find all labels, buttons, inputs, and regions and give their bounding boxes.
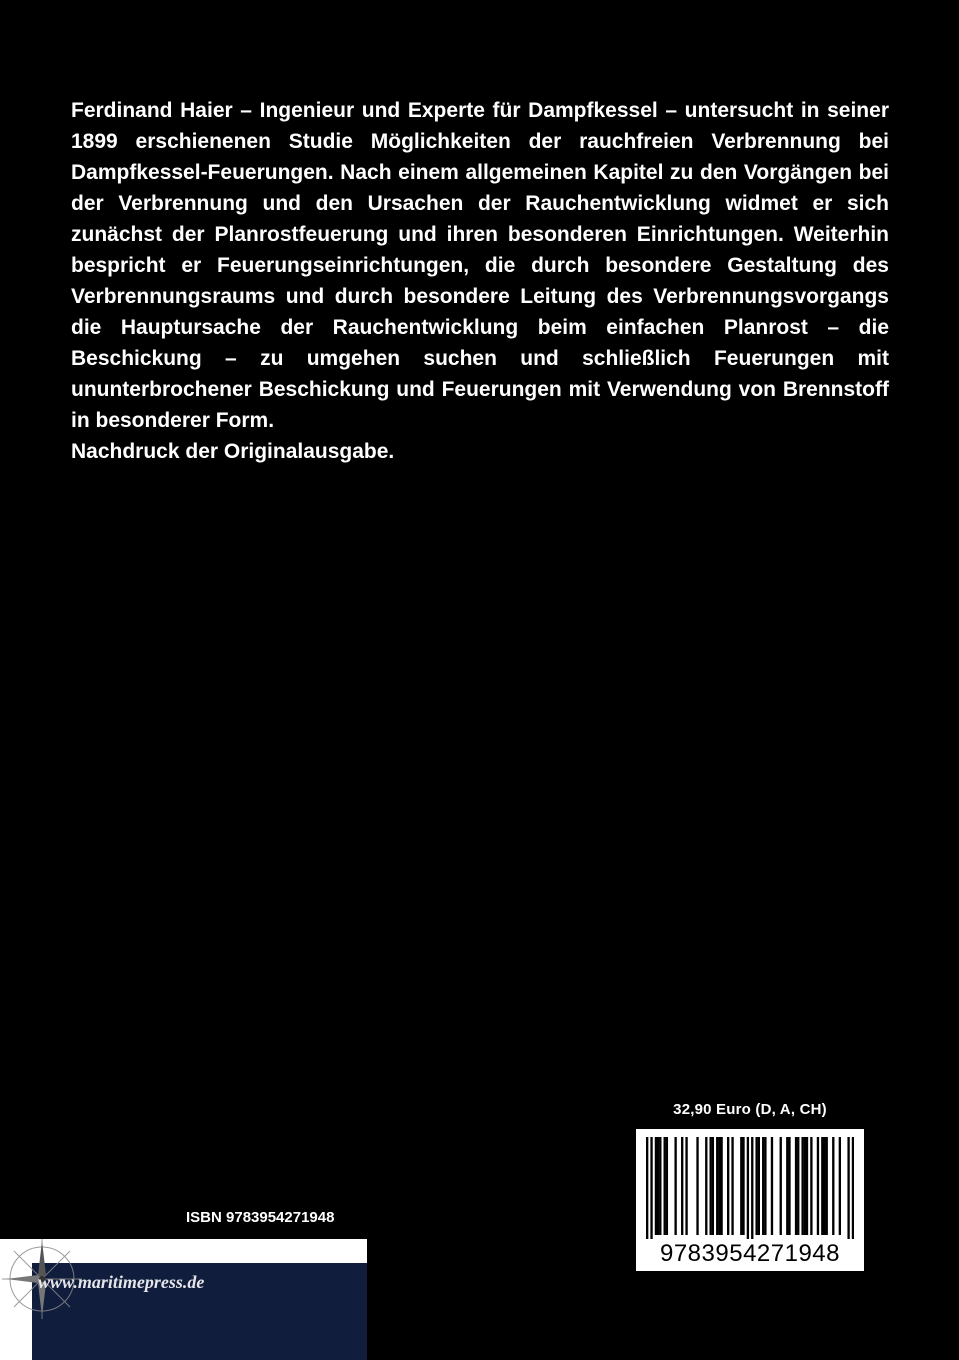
price-label: 32,90 Euro (D, A, CH) (673, 1101, 827, 1118)
blurb-paragraph: Ferdinand Haier – Ingenieur und Experte für Dampfkessel – untersucht in seiner 1899 erschienenen Studie Möglichkeiten der rauchfreien Verbrennung bei Dampfkessel-Feuerungen. Nach einem allgemeinen Kapitel zu den Vorgängen bei der Verbrennung und den Ursachen der Rauchentwicklung widmet er sich zunächst der Planrostfeuerung und ihren besonderen Einrichtungen. Weiterhin bespricht er Feuerungseinrichtungen, die durch besondere Gestaltung des Verbrennungsraums und durch besondere Leitung des Verbrennungsvorgangs die Hauptursache der Rauchentwicklung beim einfachen Planrost – die Beschickung – zu umgehen suchen und schließlich Feuerungen mit ununterbrochener Beschickung und Feuerungen mit Verwendung von Brennstoff in besonderer Form. (71, 99, 889, 432)
barcode-bar (666, 1137, 668, 1235)
barcode-bar (758, 1137, 760, 1235)
barcode-bar (806, 1137, 808, 1235)
barcode-bar (755, 1137, 757, 1235)
barcode-bar (659, 1137, 661, 1235)
barcode-bar (747, 1137, 749, 1239)
barcode-bar (731, 1137, 733, 1235)
barcode-bar (780, 1137, 782, 1235)
barcode-bar (764, 1137, 766, 1235)
barcode-bar (674, 1137, 676, 1235)
barcode-bar (788, 1137, 790, 1235)
barcode-bar (664, 1137, 666, 1235)
barcode-bar (821, 1137, 823, 1235)
barcode-digits: 9783954271948 (659, 1240, 841, 1267)
publisher-url[interactable]: www.maritimepress.de (38, 1272, 205, 1292)
barcode-bar (712, 1137, 714, 1235)
barcode-bar (797, 1137, 799, 1235)
barcode-bar (839, 1137, 841, 1235)
isbn-label: ISBN 9783954271948 (186, 1209, 335, 1226)
barcode-bar (810, 1137, 812, 1235)
barcode-bar (646, 1137, 648, 1239)
barcode-bar (795, 1137, 797, 1235)
barcode-bars (646, 1137, 854, 1239)
back-cover-blurb (71, 95, 889, 467)
barcode-bar (705, 1137, 707, 1235)
barcode-bar (751, 1137, 753, 1239)
barcode-bar (709, 1137, 711, 1235)
barcode-bar (847, 1137, 849, 1239)
barcode-bar (852, 1137, 854, 1239)
barcode-bar (771, 1137, 773, 1235)
barcode-bar (762, 1137, 764, 1235)
barcode-bar (801, 1137, 803, 1235)
barcode-bar (696, 1137, 698, 1235)
barcode-bar (804, 1137, 806, 1235)
compass-rose-icon (0, 1239, 110, 1360)
barcode-bar (718, 1137, 720, 1235)
barcode-bar (685, 1137, 687, 1235)
reprint-note: Nachdruck der Originalausgabe. (71, 440, 395, 463)
barcode-bar (655, 1137, 657, 1235)
barcode-bar (720, 1137, 722, 1235)
barcode (636, 1129, 864, 1271)
barcode-bar (727, 1137, 729, 1235)
barcode-bar (681, 1137, 683, 1235)
barcode-bar (826, 1137, 828, 1235)
barcode-bar (657, 1137, 659, 1235)
barcode-bar (832, 1137, 834, 1235)
barcode-bar (740, 1137, 742, 1235)
barcode-bar (817, 1137, 819, 1235)
barcode-bar (650, 1137, 652, 1239)
barcode-bar (716, 1137, 718, 1235)
barcode-bar (742, 1137, 744, 1235)
barcode-bar (786, 1137, 788, 1235)
barcode-bar (823, 1137, 825, 1235)
